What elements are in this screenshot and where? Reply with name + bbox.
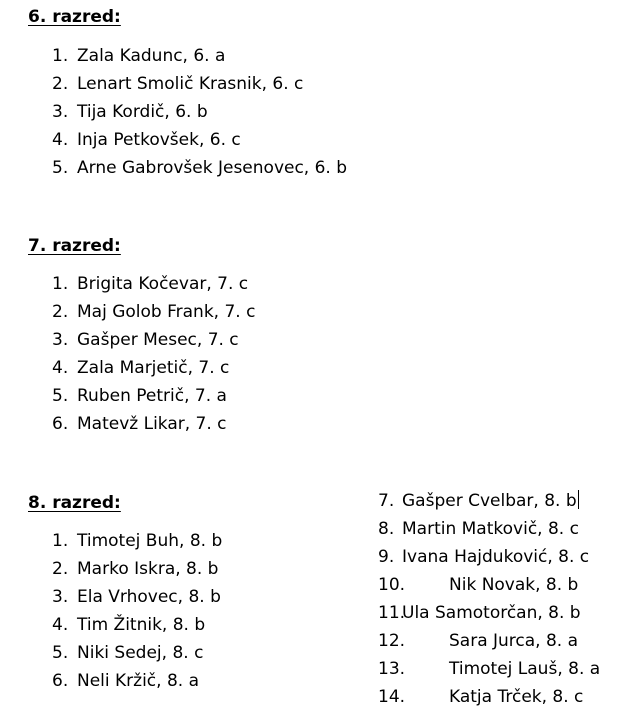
list-item: [52, 555, 352, 583]
list-item: [52, 382, 452, 410]
grade8-right-list: [378, 487, 623, 711]
item-text: [402, 487, 579, 515]
item-text: Inja Petkovšek, 6. c: [77, 130, 241, 150]
text-cursor: [578, 490, 579, 509]
grade7-heading: 7. razred:: [28, 236, 121, 256]
list-item: [378, 627, 623, 655]
list-item: [52, 270, 452, 298]
item-number: 4.: [52, 615, 69, 635]
item-number: 6.: [52, 671, 69, 691]
item-number: 13.: [378, 659, 406, 679]
item-number: 14.: [378, 687, 406, 707]
item-number: 5.: [52, 386, 69, 406]
list-item: [378, 487, 623, 515]
list-item: [52, 298, 452, 326]
list-item: [52, 527, 352, 555]
item-text: Timotej Buh, 8. b: [77, 531, 223, 551]
item-text: Ela Vrhovec, 8. b: [77, 587, 221, 607]
item-number: 4.: [52, 358, 69, 378]
item-text: Arne Gabrovšek Jesenovec, 6. b: [77, 158, 348, 178]
item-number: 4.: [52, 130, 69, 150]
item-number: 8.: [378, 519, 395, 539]
item-number: 11.: [378, 603, 406, 623]
grade8-left-list: [52, 527, 352, 695]
list-item: [52, 639, 352, 667]
item-text: Sara Jurca, 8. a: [449, 631, 579, 651]
item-text: Ivana Hajduković, 8. c: [402, 547, 590, 567]
list-item: [52, 410, 452, 438]
item-text: Ula Samotorčan, 8. b: [402, 603, 581, 623]
item-text: Lenart Smolič Krasnik, 6. c: [77, 74, 304, 94]
item-number: 6.: [52, 414, 69, 434]
item-number: 5.: [52, 158, 69, 178]
item-text-value: Gašper Cvelbar, 8. b: [402, 491, 577, 511]
item-text: Marko Iskra, 8. b: [77, 559, 219, 579]
grade6-list: [52, 42, 452, 182]
item-number: 7.: [378, 491, 395, 511]
item-text: Gašper Mesec, 7. c: [77, 330, 239, 350]
item-text: Nik Novak, 8. b: [449, 575, 579, 595]
grade7-list: [52, 270, 452, 438]
list-item: [52, 326, 452, 354]
item-number: 5.: [52, 643, 69, 663]
list-item: [378, 683, 623, 711]
list-item: [378, 543, 623, 571]
item-text: Brigita Kočevar, 7. c: [77, 274, 249, 294]
item-text: Ruben Petrič, 7. a: [77, 386, 227, 406]
item-number: 3.: [52, 102, 69, 122]
list-item: [378, 599, 623, 627]
item-text: Maj Golob Frank, 7. c: [77, 302, 256, 322]
list-item: [52, 126, 452, 154]
list-item: [52, 354, 452, 382]
item-text: Timotej Lauš, 8. a: [449, 659, 601, 679]
item-number: 12.: [378, 631, 406, 651]
list-item: [52, 611, 352, 639]
list-item: [52, 42, 452, 70]
list-item: [52, 98, 452, 126]
item-text: Martin Matkovič, 8. c: [402, 519, 579, 539]
item-text: Neli Kržič, 8. a: [77, 671, 200, 691]
item-number: 2.: [52, 74, 69, 94]
item-text: Katja Trček, 8. c: [449, 687, 584, 707]
item-text: Niki Sedej, 8. c: [77, 643, 204, 663]
grade8-heading: 8. razred:: [28, 493, 121, 513]
item-number: 1.: [52, 531, 69, 551]
list-item: [52, 583, 352, 611]
item-number: 2.: [52, 559, 69, 579]
list-item: [378, 655, 623, 683]
list-item: [378, 571, 623, 599]
item-number: 3.: [52, 330, 69, 350]
grade6-heading: 6. razred:: [28, 7, 121, 27]
item-text: Matevž Likar, 7. c: [77, 414, 227, 434]
item-text: Zala Kadunc, 6. a: [77, 46, 226, 66]
list-item: [52, 667, 352, 695]
item-number: 3.: [52, 587, 69, 607]
item-text: Tija Kordič, 6. b: [77, 102, 208, 122]
item-number: 10.: [378, 575, 406, 595]
item-text: Zala Marjetič, 7. c: [77, 358, 230, 378]
item-number: 1.: [52, 46, 69, 66]
item-number: 2.: [52, 302, 69, 322]
list-item: [378, 515, 623, 543]
list-item: [52, 70, 452, 98]
item-number: 1.: [52, 274, 69, 294]
item-number: 9.: [378, 547, 395, 567]
list-item: [52, 154, 452, 182]
item-text: Tim Žitnik, 8. b: [77, 615, 206, 635]
